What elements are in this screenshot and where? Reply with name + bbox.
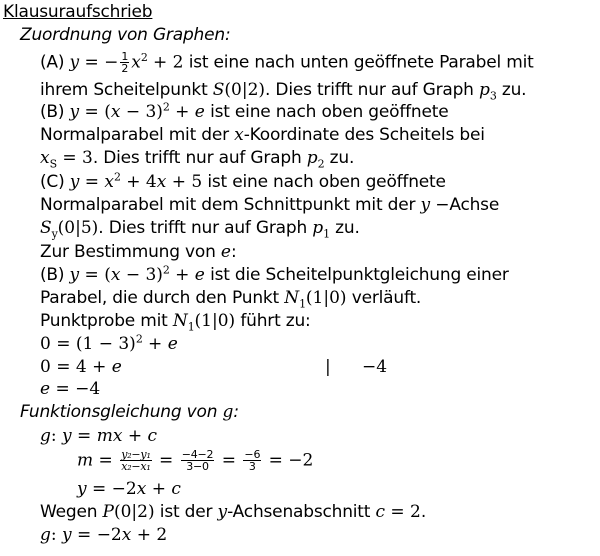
math-variable: x [104, 172, 115, 192]
math-expression: = [79, 172, 105, 192]
text-line [40, 310, 311, 333]
math-variable: x [234, 125, 244, 145]
superscript: 2 [162, 100, 170, 114]
text-line [40, 425, 157, 448]
math-expression: : [50, 426, 63, 446]
text-line [40, 217, 360, 240]
math-expression: (1|0) [305, 288, 347, 308]
math-expression: = −2 [71, 525, 122, 545]
text-line [40, 287, 421, 310]
superscript: 2 [140, 50, 148, 64]
math-variable: y [420, 195, 431, 215]
math-expression: = −2 [86, 479, 137, 499]
math-expression: − 3) [120, 102, 163, 122]
fraction-numerator: 1 [121, 50, 129, 63]
text-segment: -Achsenabschnitt [227, 502, 376, 522]
math-expression: (1|0) [194, 311, 236, 331]
math-variable: c [171, 479, 181, 499]
fraction [181, 449, 215, 472]
text-line [40, 524, 167, 547]
text-segment: verläuft. [346, 288, 422, 308]
text-line [40, 101, 448, 124]
math-expression: (0|2) [224, 80, 266, 100]
math-variable: e [167, 334, 178, 354]
text-segment: (A) [40, 52, 70, 73]
text-segment: Klausuraufschrieb [3, 2, 153, 22]
text-segment: (C) [40, 172, 70, 192]
fraction-denominator: x₂−x₁ [121, 460, 151, 473]
text-segment: ist die Scheitelpunktgleichung einer [204, 265, 509, 285]
fraction-numerator: y₂−y₁ [121, 448, 151, 461]
text-segment: Punktprobe mit [40, 311, 173, 331]
fraction-numerator: −4−2 [181, 448, 214, 461]
math-variable: y [62, 426, 72, 446]
text-line [40, 501, 426, 524]
subscript: 2 [317, 157, 325, 171]
text-segment: . Dies trifft nur auf Graph [98, 218, 313, 238]
document-title [3, 1, 152, 24]
math-expression: = −2 [263, 450, 314, 471]
math-variable: y [62, 525, 72, 545]
math-variable: g [40, 525, 51, 545]
math-variable: c [147, 426, 158, 446]
text-segment: zu. [496, 80, 527, 100]
math-variable: S [212, 80, 225, 100]
text-segment: ihrem Scheitelpunkt [40, 80, 213, 100]
math-variable: x [40, 148, 50, 168]
text-line [40, 356, 122, 379]
math-variable: p [312, 218, 324, 238]
math-expression: = 3 [56, 148, 93, 168]
math-expression: = [216, 450, 242, 471]
text-segment: ist eine nach oben geöffnete [204, 102, 449, 122]
text-segment: Parabel, die durch den Punkt [40, 288, 285, 308]
math-variable: x [110, 265, 121, 285]
math-expression: + [169, 265, 195, 285]
math-variable: y [77, 479, 87, 499]
text-line [40, 147, 354, 170]
math-variable: g [40, 426, 51, 446]
text-segment: (B) [40, 265, 70, 285]
math-variable: p [478, 80, 490, 100]
text-segment: (B) [40, 102, 70, 122]
text-segment: . Dies trifft nur auf Graph [92, 148, 307, 168]
operation-bar: | [325, 357, 331, 377]
text-segment: : [233, 402, 239, 422]
text-line [40, 333, 178, 356]
math-expression: + 5 [166, 172, 203, 192]
fraction [120, 449, 151, 472]
text-segment: ist der [154, 502, 218, 522]
math-expression: 0 = 4 + [40, 357, 112, 377]
math-variable: y [69, 102, 80, 122]
math-expression: = 2 [384, 502, 421, 522]
math-variable: mx [96, 426, 123, 446]
math-variable: y [69, 52, 80, 73]
math-expression: = ( [79, 265, 111, 285]
superscript: 2 [162, 263, 170, 277]
subscript: y [51, 227, 58, 241]
text-segment: Wegen [40, 502, 103, 522]
math-expression: + 4 [120, 172, 157, 192]
math-expression: (0|2) [113, 502, 155, 522]
math-expression: + [142, 334, 168, 354]
text-segment: Funktionsgleichung von [20, 402, 223, 422]
subscript: 1 [299, 297, 306, 311]
subscript: S [49, 157, 57, 171]
fraction-denominator: 2 [121, 62, 129, 75]
math-expression: (0|5) [57, 218, 99, 238]
text-segment: ist eine nach oben geöffnete [202, 172, 446, 192]
math-expression: + [146, 479, 172, 499]
text-line [40, 194, 499, 217]
math-expression: : [50, 525, 63, 545]
text-line [40, 171, 446, 194]
fraction-numerator: −6 [244, 448, 261, 461]
math-expression: = [71, 426, 97, 446]
superscript: 2 [114, 170, 121, 184]
math-variable: x [136, 479, 147, 499]
text-line [40, 124, 485, 147]
text-segment: . [420, 502, 427, 522]
math-variable: y [69, 172, 80, 192]
text-segment: Zuordnung von Graphen: [20, 25, 231, 45]
math-variable: e [111, 357, 122, 377]
text-segment: : [230, 242, 237, 262]
math-variable: g [222, 402, 234, 422]
section-heading [20, 401, 239, 424]
math-variable: P [102, 502, 114, 522]
text-segment: Zur Bestimmung von [40, 242, 221, 262]
text-line [40, 51, 534, 74]
text-segment: ist eine nach unten geöffnete Parabel mit [183, 52, 534, 73]
math-variable: c [375, 502, 385, 522]
math-expression: 0 = (1 − 3) [40, 334, 136, 354]
subscript: 1 [323, 227, 330, 241]
math-variable: x [110, 102, 121, 122]
math-variable: p [306, 148, 318, 168]
text-segment: zu. [329, 218, 360, 238]
fraction [120, 51, 129, 74]
text-segment: führt zu: [235, 311, 311, 331]
math-variable: x [121, 525, 132, 545]
math-expression: + 2 [147, 52, 184, 73]
math-variable: S [40, 218, 52, 238]
math-expression: + [169, 102, 195, 122]
text-segment: zu. [324, 148, 355, 168]
math-variable: e [220, 242, 231, 262]
text-segment: -Koordinate des Scheitels bei [243, 125, 485, 145]
text-line [40, 241, 236, 264]
operation-step: −4 [362, 357, 388, 377]
math-expression: + [122, 426, 148, 446]
math-variable: m [77, 450, 94, 471]
text-line [40, 264, 509, 287]
fraction [243, 449, 261, 472]
math-variable: y [217, 502, 228, 522]
fraction-denominator: 3 [248, 460, 256, 473]
math-expression: = −4 [50, 379, 101, 399]
math-variable: y [69, 265, 80, 285]
math-expression: = [93, 450, 119, 471]
math-variable: x [156, 172, 167, 192]
math-variable: x [131, 52, 141, 73]
math-expression: = − [79, 52, 119, 73]
math-variable: N [172, 311, 188, 331]
subscript: 3 [489, 89, 497, 103]
text-line [40, 79, 526, 102]
text-line [77, 449, 313, 472]
math-variable: N [284, 288, 300, 308]
text-segment: . Dies trifft nur auf Graph [265, 80, 479, 100]
section-heading [20, 24, 230, 47]
fraction-denominator: 3−0 [186, 460, 209, 473]
math-variable: e [194, 102, 205, 122]
math-expression: = [153, 450, 179, 471]
subscript: 1 [187, 320, 195, 334]
text-segment: Normalparabel mit dem Schnittpunkt mit der [40, 195, 421, 215]
superscript: 2 [135, 332, 143, 346]
text-line [77, 478, 181, 501]
math-variable: e [194, 265, 205, 285]
text-segment: −Achse [430, 195, 500, 215]
math-expression: = ( [79, 102, 111, 122]
math-expression: + 2 [131, 525, 168, 545]
math-expression: − 3) [120, 265, 163, 285]
math-variable: e [40, 379, 51, 399]
text-segment: Normalparabel mit der [40, 125, 235, 145]
text-line [40, 378, 100, 401]
